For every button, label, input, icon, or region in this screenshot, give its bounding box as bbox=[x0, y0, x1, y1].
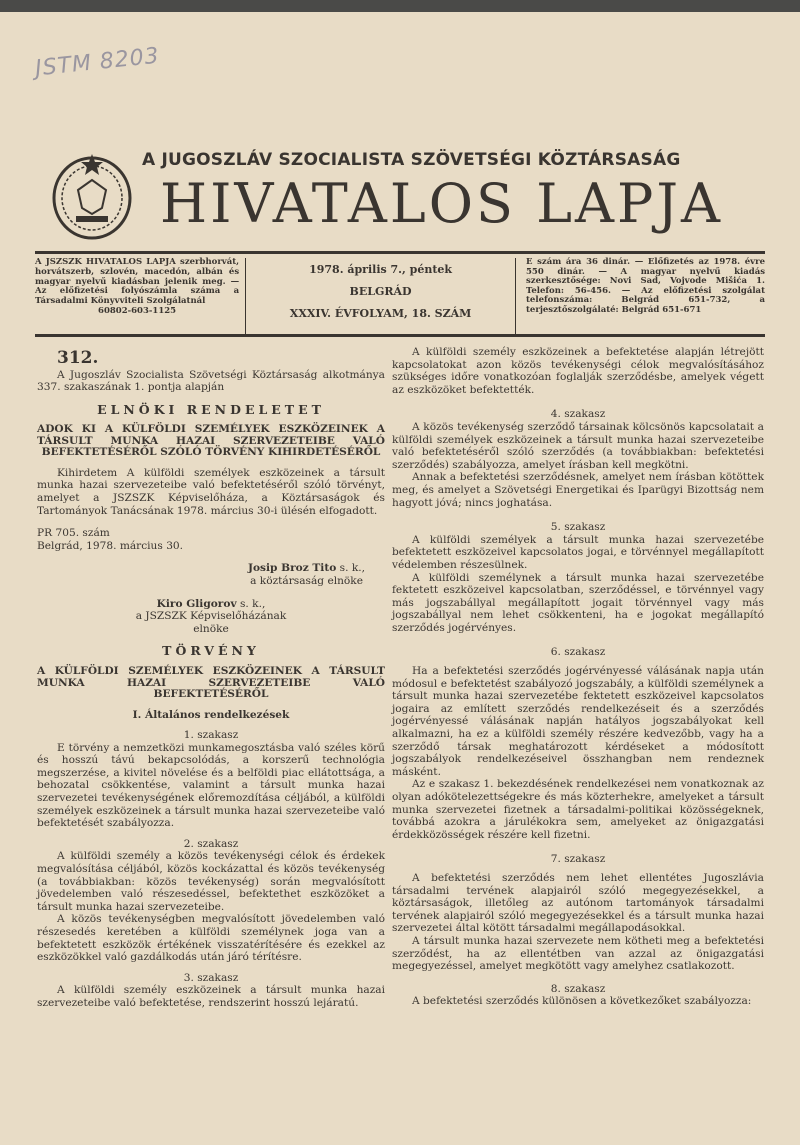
masthead-title: HIVATALOS LAPJA bbox=[160, 172, 723, 235]
law-heading: TÖRVÉNY bbox=[162, 643, 260, 659]
section-text: A külföldi személy eszközeinek a befektetése alapján létrejött kapcsolatokat azon közös tevékenységi célok megvalósításához szükséges időre vonatkozóan foglalják szerződésbe, amelyek végett az eszközöket befektették. bbox=[392, 346, 764, 396]
section-heading: 8. szakasz bbox=[550, 982, 606, 995]
signer-role: elnöke bbox=[193, 622, 229, 635]
signature-gligorov bbox=[37, 598, 385, 611]
state-emblem-icon bbox=[50, 150, 134, 240]
section-heading: 2. szakasz bbox=[183, 837, 239, 850]
section-text: Ha a befektetési szerződés jogérvényessé válásának napja után módosul e befektetést szabályozó jogszabály, a külföldi személynek a társult munka hazai szervezetébe fektetett eszközeivel kapcsolatos jogaira az említett szerződés rendelkezéseit és a szerződés jogérvényessé válásának napján hatályos jogszabályokat kell alkalmazni, ha ez a külföldi személy részére kedvezőbb, vagy ha a szerződő társak meghatározott kérdéseket a módosított jogszabályok rendelkezéseivel összhangban nem rendeznek másként. bbox=[392, 665, 764, 778]
signer-role: a köztársaság elnöke bbox=[250, 575, 363, 588]
handwritten-note: JSTM 8203 bbox=[34, 43, 161, 82]
scan-border bbox=[0, 0, 800, 12]
signer-sk: s. k., bbox=[339, 562, 365, 575]
masthead-subtitle: A JUGOSZLÁV SZOCIALISTA SZÖVETSÉGI KÖZTÁRSASÁG bbox=[142, 150, 681, 170]
section-text: A külföldi személy a közös tevékenységi célok és érdekek megvalósítása céljából, közös kockázattal és közös tevékenység (a továbbiakban: közös tevékenység) során megvalósított jövedelemben való részesedéssel, befektethet eszközöket a társult munka hazai szervezeteibe. bbox=[37, 850, 385, 913]
section-text: A közös tevékenységben megvalósított jövedelemben való részesedés keretében a külföldi személynek joga van a befektetett eszközök értékének visszatérítésére és ezekkel az eszközökkel való gazdálkodás után járó térítésre. bbox=[37, 913, 385, 964]
section-text: A közös tevékenység szerződő társainak kölcsönös kapcsolatait a külföldi személyek eszközeinek a társult munka hazai szervezeteibe való befektetéséről szóló szerződés (a továbbiakban: befektetési szerződés) szabályozza, amelyet írásban kell megkötni. bbox=[392, 420, 764, 471]
signer-sk: s. k., bbox=[240, 597, 266, 610]
decree-title-text: ADOK KI A KÜLFÖLDI SZEMÉLYEK ESZKÖZEINEK A TÁRSULT MUNKA HAZAI SZERVEZETEIBE VALÓ BEFEKTETÉSÉRŐL SZÓLÓ TÖRVÉNY KIHIRDETÉSÉRŐL bbox=[37, 423, 385, 459]
law-title-text: A KÜLFÖLDI SZEMÉLYEK ESZKÖZEINEK A TÁRSULT MUNKA HAZAI SZERVEZETEIBE VALÓ BEFEKTETÉSÉRŐL bbox=[37, 665, 385, 700]
decree-heading: ELNÖKI RENDELETET bbox=[97, 401, 325, 417]
intro-text: A Jugoszláv Szocialista Szövetségi Köztársaság alkotmánya 337. szakaszának 1. pontja alapján bbox=[37, 368, 385, 394]
publication-text: A JSZSZK HIVATALOS LAPJA szerbhorvát, horvátszerb, szlovén, macedón, albán és magyar nyelvű kiadásban jelenik meg. — Az előfizetési folyószámla száma a Társadalmi Könyvviteli Szolgálatnál bbox=[35, 257, 240, 307]
header-rule bbox=[35, 251, 765, 254]
item-number: 312. bbox=[57, 348, 99, 368]
ref-number: PR 705. szám bbox=[37, 527, 110, 540]
section-text: A befektetési szerződés nem lehet ellentétes Jugoszlávia társadalmi tervének alapjairól szóló megegyezésekkel, a köztársaságok, illetőleg az autónom tartományok társadalmi tervének alapjairól szóló megegyezésekkel és a társult munka hazai szervezetei által kötött társadalmi megállapodásokkal. bbox=[392, 871, 764, 935]
decree-title bbox=[37, 424, 385, 459]
right-column bbox=[392, 346, 764, 1008]
section-heading: 5. szakasz bbox=[550, 521, 606, 534]
section-heading: 3. szakasz bbox=[183, 971, 239, 984]
signer-name: Josip Broz Tito bbox=[247, 562, 337, 575]
section-text: Az e szakasz 1. bekezdésének rendelkezései nem vonatkoznak az olyan adókötelezettségekre és más közterhekre, amelyeket a társult munka szervezetei fizetnek a társadalmi-politikai közösségeknek, továbbá azokra a járulékokra sem, amelyeket az önigazgatási érdekközösségek részére kell fizetni. bbox=[392, 778, 764, 841]
issue-place: BELGRÁD bbox=[349, 285, 412, 298]
signer-name: Kiro Gligorov bbox=[156, 597, 237, 610]
section-text: E törvény a nemzetközi munkamegosztásba való széles körű és hosszú távú bekapcsolódás, a korszerű technológia megszerzése, a kivitel növelése és a belföldi piac ellátottsága, a behozatal csökkentése, valamint a társult munka hazai szervezetei tevékenységének előremozdítása céljából, a külföldi személyek eszközeinek a társult munka hazai szervezeteibe való befektetését szabályozza. bbox=[37, 741, 385, 830]
issue-details bbox=[245, 258, 516, 334]
price-info: E szám ára 36 dinár. — Előfizetés az 1978. évre 550 dinár. — A magyar nyelvű kiadás szerkesztősége: Novi Sad, Vojvode Mišića 1. Telefon: 56-456. — Az előfizetési szolgálat telefonszáma: Belgrád 651-732, a terjesztőszolgálaté: Belgrád 651-671 bbox=[526, 257, 765, 315]
issue-info bbox=[35, 258, 765, 334]
section-heading: 6. szakasz bbox=[550, 646, 606, 659]
section-text: Annak a befektetési szerződésnek, amelyet nem írásban kötöttek meg, és amelyet a Szövetségi Energetikai és Iparügyi Bizottság nem hagyott jóvá; nincs joghatása. bbox=[392, 471, 764, 509]
section-text: A külföldi személy eszközeinek a társult munka hazai szervezeteibe való befektetése, rendszerint hosszú lejáratú. bbox=[37, 984, 385, 1009]
publication-info bbox=[35, 258, 245, 334]
decree-text: Kihirdetem A külföldi személyek eszközeinek a társult munka hazai szervezeteibe való befektetéséről szóló törvényt, amelyet a JSZSZK Képviselőháza, a Köztársaságok és Tartományok Tanácsának 1978. március 30-i ülésén elfogadott. bbox=[37, 466, 385, 517]
section-heading: 4. szakasz bbox=[550, 408, 606, 421]
section-text: A társult munka hazai szervezete nem kötheti meg a befektetési szerződést, ha az ellentétben van azzal az önigazgatási megegyezéssel, amelyet megkötött vagy amelyhez csatlakozott. bbox=[392, 934, 764, 973]
chapter-heading: I. Általános rendelkezések bbox=[132, 708, 290, 721]
law-title bbox=[37, 666, 385, 701]
account-number: 60802-603-1125 bbox=[98, 305, 177, 316]
section-text: A befektetési szerződés különösen a következőket szabályozza: bbox=[412, 995, 752, 1008]
section-heading: 7. szakasz bbox=[550, 853, 606, 866]
issue-date: 1978. április 7., péntek bbox=[309, 263, 453, 276]
left-column bbox=[37, 346, 385, 1010]
ref-date: Belgrád, 1978. március 30. bbox=[37, 539, 184, 552]
issue-volume: XXXIV. ÉVFOLYAM, 18. SZÁM bbox=[289, 307, 472, 320]
signature-tito bbox=[37, 562, 385, 575]
header-rule-bottom bbox=[35, 334, 765, 337]
section-text: A külföldi személynek a társult munka hazai szervezetébe fektetett eszközeivel kapcsolatban, szerződéssel, e törvénnyel vagy más jogszabállyal megállapított jogait törvénnyel vagy más jogszabállyal nem lehet csökkenteni, ha e jogokat megállapító szerződés jogérvényes. bbox=[392, 571, 764, 634]
signer-role: a JSZSZK Képviselőházának bbox=[135, 610, 287, 623]
section-heading: 1. szakasz bbox=[183, 729, 239, 742]
section-text: A külföldi személyek a társult munka hazai szervezetébe befektetett eszközeivel kapcsolatos jogai, e törvénnyel megállapított védelemben részesülnek. bbox=[392, 533, 764, 571]
